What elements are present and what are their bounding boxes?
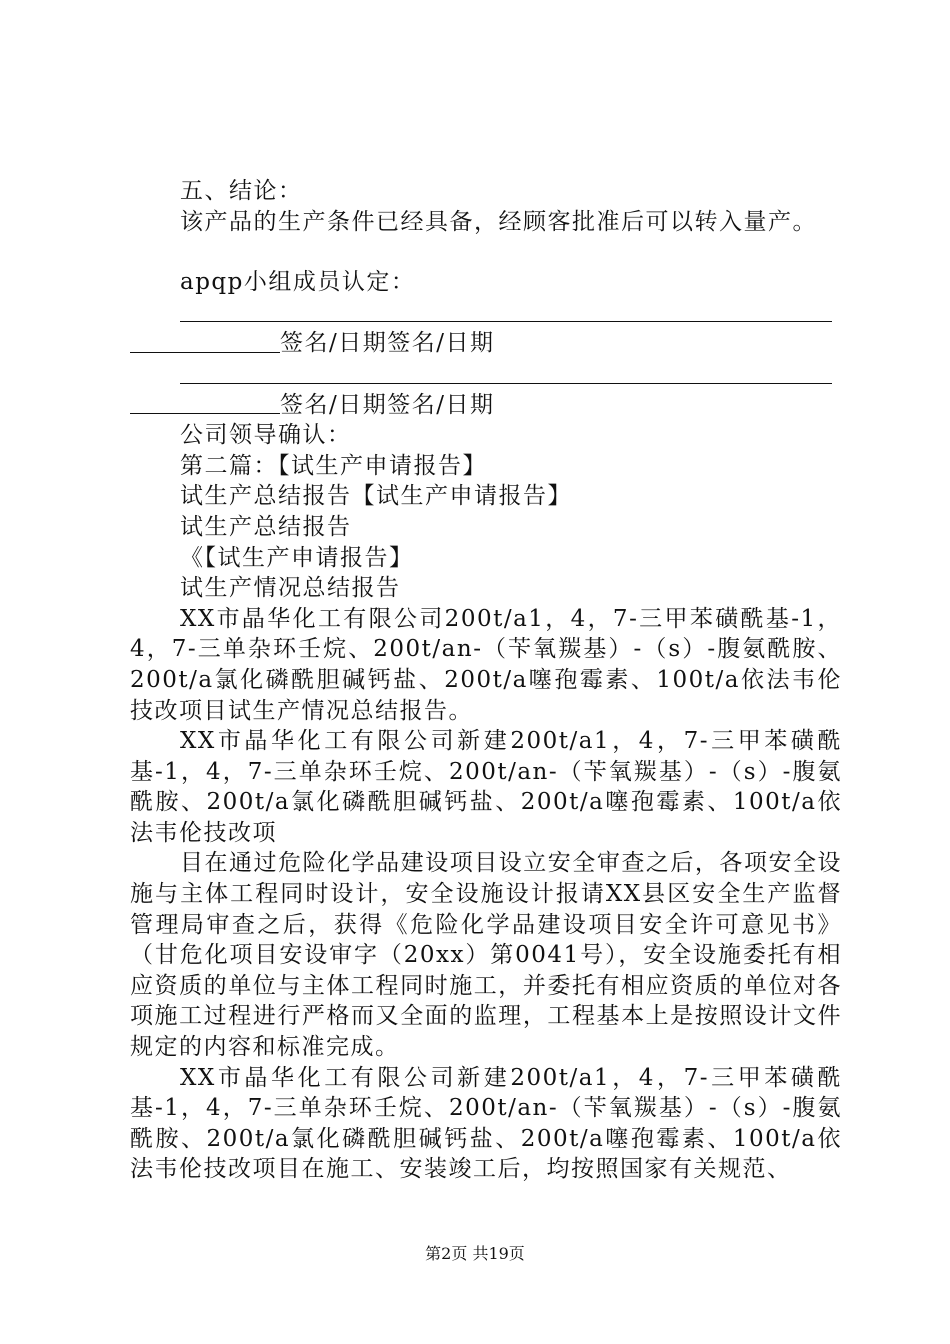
paragraph-4: XX市晶华化工有限公司新建200t/a1，4，7-三甲苯磺酰基-1，4，7-三单杂环壬烷、200t/an-（苄氧羰基）-（s）-腹氨酰胺、200t/a氯化磷酰胆碱钙盐、200t/a噻孢霉素、100t/a依法韦伦技改项目在施工、安装竣工后，均按照国家有关规范、 [130, 1064, 842, 1183]
signature-rule-2 [180, 359, 842, 390]
chapter-two-title: 第二篇：【试生产申请报告】 [180, 452, 487, 479]
paragraph-2: XX市晶华化工有限公司新建200t/a1，4，7-三甲苯磺酰基-1，4，7-三单杂环壬烷、200t/an-（苄氧羰基）-（s）-腹氨酰胺、200t/a氯化磷酰胆碱钙盐、200t/a噻孢霉素、100t/a依法韦伦技改项 [130, 728, 842, 846]
signature-underline-2 [130, 412, 280, 414]
signature-label-2: 签名/日期签名/日期 [280, 391, 495, 418]
signature-row-1 [130, 328, 842, 359]
paragraph-1: XX市晶华化工有限公司200t/a1，4，7-三甲苯磺酰基-1，4，7-三单杂环壬烷、200t/an-（苄氧羰基）-（s）-腹氨酰胺、200t/a氯化磷酰胆碱钙盐、200t/a噻孢霉素、100t/a依法韦伦技改项目试生产情况总结报告。 [130, 605, 842, 724]
signature-rule-1 [180, 298, 842, 329]
summary-title-1: 试生产总结报告【试生产申请报告】 [180, 483, 572, 510]
signature-underline-1 [130, 351, 280, 353]
conclusion-text: 该产品的生产条件已经具备，经顾客批准后可以转入量产。 [180, 208, 817, 235]
signature-row-2 [130, 390, 842, 421]
signature-label-1: 签名/日期签名/日期 [280, 330, 495, 357]
blank-line [130, 237, 842, 267]
situation-title: 试生产情况总结报告 [180, 575, 401, 602]
document-body [130, 176, 842, 1185]
bracket-title: 《【试生产申请报告】 [180, 544, 414, 571]
leader-confirm: 公司领导确认： [180, 422, 352, 449]
paragraph-3: 目在通过危险化学品建设项目设立安全审查之后，各项安全设施与主体工程同时设计，安全设施设计报请XX县区安全生产监督管理局审查之后，获得《危险化学品建设项目安全许可意见书》（甘危化项目安设审字（20xx）第0041号），安全设施委托有相应资质的单位与主体工程同时施工，并委托有相应资质的单位对各项施工过程进行严格而又全面的监理，工程基本上是按照设计文件规定的内容和标准完成。 [130, 850, 842, 1061]
apqp-label: apqp小组成员认定： [180, 269, 416, 296]
conclusion-heading: 五、结论： [180, 178, 303, 204]
summary-title-2: 试生产总结报告 [180, 513, 352, 540]
page-footer: 第2页 共19页 [425, 1244, 525, 1263]
